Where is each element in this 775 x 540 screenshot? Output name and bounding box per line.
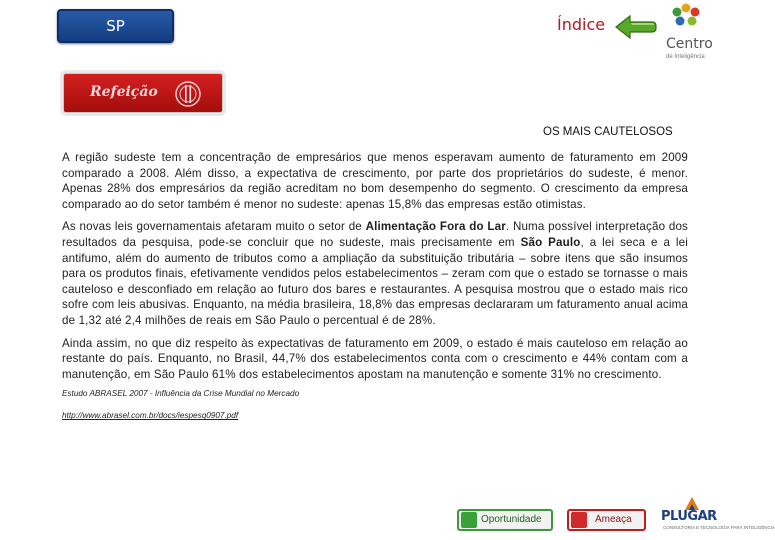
source-citation: Estudo ABRASEL 2007 - Influência da Crise Mundial no Mercado	[62, 389, 300, 399]
paragraph-2-bold-1: Alimentação Fora do Lar	[365, 220, 506, 234]
section-title: OS MAIS CAUTELOSOS	[543, 126, 673, 138]
thumbs-up-icon	[461, 512, 477, 528]
paragraph-2-part-a: As novas leis governamentais afetaram muito o setor de	[62, 220, 366, 234]
paragraph-2-part-b: . Numa possível interpretação dos resultados da pesquisa, pode-se concluir que no sudeste, mais precisamente em	[62, 220, 688, 249]
paragraph-3: Ainda assim, no que diz respeito às expectativas de faturamento em 2009, o estado é mais cauteloso em relação ao restante do país. Enquanto, no Brasil, 44,7% dos estabelecimentos conta com o crescimento e 44% contam com a manutenção, em São Paulo 61% dos estabelecimentos apostam na manutenção e somente 31% no crescimento.	[62, 336, 688, 381]
refeicao-banner	[63, 73, 223, 113]
threat-button[interactable]	[567, 509, 646, 531]
opportunity-button-label: Oportunidade	[481, 514, 542, 525]
article-content	[62, 150, 688, 423]
source-link[interactable]: http://www.abrasel.com.br/docs/iespesq0907.pdf	[62, 411, 239, 421]
plugar-logo-name: PLUGAR	[661, 509, 717, 524]
centro-logo	[664, 2, 718, 64]
plugar-logo	[657, 495, 775, 540]
thumbs-down-icon	[571, 512, 587, 528]
paragraph-2-part-c: , a lei seca e a lei antifumo, além do aumento de tributos como a ampliação da substituição tributária – sobre itens que são insumos para os produtos finais, efetivamente vendidos pelos estabelecimentos – zeram com que o estado se tornasse o mais cauteloso e desconfiado em relação ao futuro dos bares e restaurantes. A pesquisa mostrou que o estado mais rico sofre com leis abusivas. Enquanto, na média brasileira, 18,8% das empresas declararam um faturamento anual acima de 1,32 até 2,4 milhões de reais em São Paulo o percentual é de 28%.	[62, 235, 688, 327]
centro-logo-subtitle: de Inteligência	[666, 54, 705, 60]
banner-label: Refeição	[90, 84, 158, 100]
centro-logo-mark	[664, 2, 718, 36]
centro-logo-name: Centro	[666, 36, 713, 52]
opportunity-button[interactable]	[457, 509, 553, 531]
paragraph-2-bold-2: São Paulo	[520, 235, 581, 249]
plugar-logo-subtitle: CONSULTORIA E TECNOLOGIA PARA INTELIGÊNCIA	[663, 525, 775, 530]
green-arrow-icon[interactable]	[612, 12, 658, 42]
plate-cutlery-icon	[173, 79, 203, 109]
paragraph-1: A região sudeste tem a concentração de empresários que menos esperavam aumento de faturamento em 2009 comparado a 2008. Além disso, a expectativa de crescimento, por parte dos proprietários do sudeste, é menor. Apenas 28% dos empresários da região acreditam no bom desempenho do segmento. O crescimento da empresa comparado ao do setor também é menor no sudeste: apenas 15,8% das empresas estão otimistas.	[62, 151, 688, 211]
index-link[interactable]: Índice	[557, 15, 606, 34]
paragraph-2	[62, 219, 688, 328]
region-badge-sp: SP	[57, 9, 174, 43]
threat-button-label: Ameaça	[595, 514, 632, 525]
